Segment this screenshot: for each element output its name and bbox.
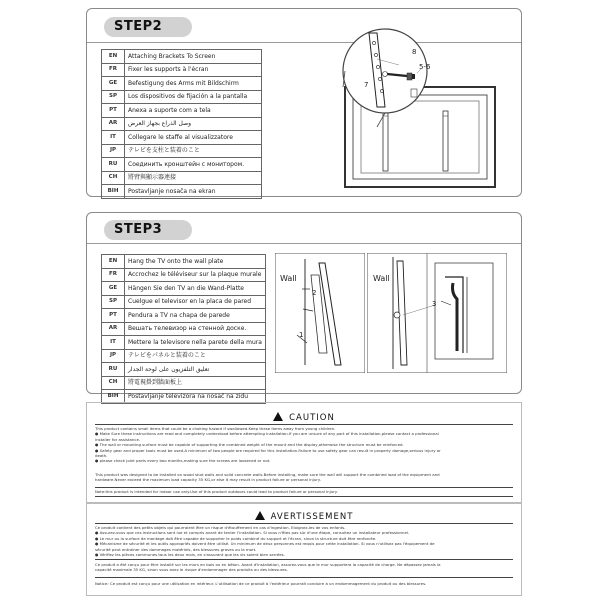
caution-rule-mid <box>95 487 513 488</box>
language-row <box>102 131 262 145</box>
avertissement-heading <box>87 511 521 522</box>
step3-panel <box>86 212 522 400</box>
instruction-text: Anexa a suporte com a tela <box>125 104 262 118</box>
step3-illustration-detail <box>367 253 507 373</box>
warning-line: This product was designed to be installed on wood stud walls and solid concrete walls.Before installing, make sure the wall will support the combined load of the equipment and <box>95 472 440 477</box>
instruction-text: テレビをパネルと装着のこと <box>125 349 266 363</box>
warning-line: ● Mécanisme de sécurité et les outils appropriés doivent être utilisé. Un minimum de deux personnes est requis pour cette installation. Si vous n'utilisez pas l'équipement de <box>95 541 435 547</box>
step3-language-table <box>101 254 266 404</box>
language-code: IT <box>102 131 125 145</box>
instruction-text: 將臂與顯示器連接 <box>125 171 262 185</box>
step3-label-2: 2 <box>312 289 317 297</box>
language-row <box>102 171 262 185</box>
warning-line: ● Make Sure these instructions are read and completely understood before attempting installation.If you are unsure of any part of this installation,please contact a professional <box>95 431 439 437</box>
step3-title: STEP3 <box>104 220 192 240</box>
avertissement-section <box>86 502 522 596</box>
language-row <box>102 309 266 323</box>
caution-section <box>86 402 522 504</box>
language-row <box>102 363 266 377</box>
instruction-text: Fixer les supports à l'écran <box>125 63 262 77</box>
language-row <box>102 376 266 390</box>
language-row <box>102 282 266 296</box>
language-code: JP <box>102 349 125 363</box>
warning-line: sécurité peut entraîner des dommages matériels, des blessures graves ou la mort. <box>95 546 257 552</box>
language-row <box>102 336 266 350</box>
warning-line: ● Le mur ou la surface de montage doit être capable de supporter le poids combiné du support et l'écran, sinon la structure doit être renforcée. <box>95 535 377 541</box>
step3-wall-label-right: Wall <box>373 274 390 283</box>
language-row <box>102 50 262 64</box>
language-code: RU <box>102 158 125 172</box>
caution-title: CAUTION <box>289 413 335 423</box>
caution-rule-bottom <box>95 496 513 497</box>
step2-label-5-6: 5-6 <box>419 63 431 71</box>
instruction-text: تعليق التلفزيون على لوحة الجدار <box>125 363 266 377</box>
avertissement-rule-mid2 <box>95 577 513 578</box>
language-row <box>102 349 266 363</box>
language-code: CH <box>102 376 125 390</box>
step3-illustration-hang <box>275 253 365 373</box>
step2-language-table <box>101 49 262 199</box>
avertissement-text <box>95 525 515 557</box>
caution-note: Note:this product is intended for indoor use only.Use of this product outdoors could lead to product failure or personal injury. <box>95 489 338 494</box>
warning-line: ● Safety gear and proper tools must be used.A minimum of two people are required for this installation.Failure to use safety gear can result in property damage,serious injury or <box>95 447 441 453</box>
instruction-text: Соединить кронштейн с монитором. <box>125 158 262 172</box>
warning-line: death. <box>95 453 108 459</box>
instruction-text: Hängen Sie den TV an die Wand-Platte <box>125 282 266 296</box>
language-code: AR <box>102 117 125 131</box>
language-row <box>102 255 266 269</box>
step2-panel <box>86 8 522 197</box>
warning-line: ● The wall or mounting surface must be capable of supporting the combined weight of the mount and the display,otherwise the structure must be reinforced. <box>95 442 404 448</box>
language-row <box>102 322 266 336</box>
language-code: RU <box>102 363 125 377</box>
language-row <box>102 117 262 131</box>
language-code: SP <box>102 90 125 104</box>
step3-label-1: 1 <box>299 331 304 339</box>
language-code: PT <box>102 104 125 118</box>
warning-line: hardware.Never exceed the maximum load capacity 35 KG,or else it may result in product failure or personal injury. <box>95 477 321 483</box>
language-code: AR <box>102 322 125 336</box>
instruction-text: Collegare le staffe al visualizzatore <box>125 131 262 145</box>
instruction-text: Los dispositivos de fijación a la pantalla <box>125 90 262 104</box>
language-code: FR <box>102 268 125 282</box>
instruction-text: Postavljanje nosača na ekran <box>125 185 262 199</box>
language-row <box>102 158 262 172</box>
warning-line: Ce produit contient des petits objets qui pourraient être un risque d'étouffement en cas d'ingestion. Eloignez-les de vos enfants. <box>95 525 346 530</box>
language-row <box>102 104 262 118</box>
warning-line: ● please check joint parts every two months,making sure the screws are loosened or not. <box>95 458 271 464</box>
language-code: CH <box>102 171 125 185</box>
instruction-text: 將電視掛到牆面板上 <box>125 376 266 390</box>
language-code: FR <box>102 63 125 77</box>
language-code: GE <box>102 282 125 296</box>
instruction-text: Accrochez le téléviseur sur la plaque murale <box>125 268 266 282</box>
step2-label-8: 8 <box>412 48 417 56</box>
instruction-text: Postavljanje televizora na nosač na zidu <box>125 390 266 404</box>
instruction-text: テレビを支柱と装着のこと <box>125 144 262 158</box>
instruction-text: Attaching Brackets To Screen <box>125 50 262 64</box>
instruction-text: Mettere la televisore nella parete della mura <box>125 336 266 350</box>
language-row <box>102 390 266 404</box>
language-code: EN <box>102 255 125 269</box>
step3-divider <box>87 243 521 244</box>
language-code: PT <box>102 309 125 323</box>
language-code: IT <box>102 336 125 350</box>
caution-text <box>95 426 515 464</box>
instruction-text: Cuelgue el televisor en la placa de pared <box>125 295 266 309</box>
step3-wall-label-left: Wall <box>280 274 297 283</box>
language-code: GE <box>102 77 125 91</box>
step2-title: STEP2 <box>104 17 192 37</box>
step3-label-3: 3 <box>432 300 437 308</box>
caution-load-text <box>95 472 515 483</box>
language-row <box>102 295 266 309</box>
warning-line: capacité maximale 35 KG, sinon vous avez le risque d'endommager des produits ou des blessures. <box>95 567 288 573</box>
language-code: JP <box>102 144 125 158</box>
warning-line: Ce produit a été conçu pour être installé sur les murs en bois ou en béton. Avant d'installation, assurez-vous que le mur supportera la capacité de charge. Ne dépassez jamais la <box>95 562 441 567</box>
warning-line: ● Assurez-vous que ces instructions sont lue et compris avant de tenter l'installation. Si vous n'êtes pas sûr d'une étape, consultez un installateur professionnel. <box>95 530 410 536</box>
language-code: BIH <box>102 185 125 199</box>
language-code: EN <box>102 50 125 64</box>
warning-triangle-icon <box>255 511 265 520</box>
instruction-text: Pendura a TV na chapa de parede <box>125 309 266 323</box>
language-row <box>102 90 262 104</box>
caution-heading <box>87 412 521 423</box>
language-code: BIH <box>102 390 125 404</box>
language-row <box>102 268 266 282</box>
instruction-text: وصل الذراع بجهاز العرض <box>125 117 262 131</box>
language-row <box>102 63 262 77</box>
avertissement-rule-mid <box>95 559 513 560</box>
warning-triangle-icon <box>273 412 283 421</box>
avertissement-title: AVERTISSEMENT <box>270 512 354 522</box>
step2-label-7: 7 <box>364 81 369 89</box>
avertissement-load-text <box>95 562 515 573</box>
avertissement-rule-top <box>95 523 513 524</box>
language-row <box>102 144 262 158</box>
caution-rule-top <box>95 424 513 425</box>
warning-line: ● Vérifiez les pièces communes tous les deux mois, en s'assurant que les vis soient bien serrées. <box>95 552 285 558</box>
language-code: SP <box>102 295 125 309</box>
warning-line: installer for assistance. <box>95 436 141 442</box>
instruction-text: Befestigung des Arms mit Bildschirm <box>125 77 262 91</box>
warning-line: This product contains small items that could be a choking hazard if swallowed.Keep these items away from young children. <box>95 426 336 431</box>
avertissement-note: Notice: Ce produit est conçu pour une utilisation en intérieur. L'utilisation de ce produit à l'extérieur pourrait conduire à un endommagement du produit ou des blessures. <box>95 581 427 586</box>
language-row <box>102 77 262 91</box>
instruction-text: Вешать телевизор на стенной доске. <box>125 322 266 336</box>
instruction-text: Hang the TV onto the wall plate <box>125 255 266 269</box>
language-row <box>102 185 262 199</box>
step2-illustration <box>325 21 515 191</box>
